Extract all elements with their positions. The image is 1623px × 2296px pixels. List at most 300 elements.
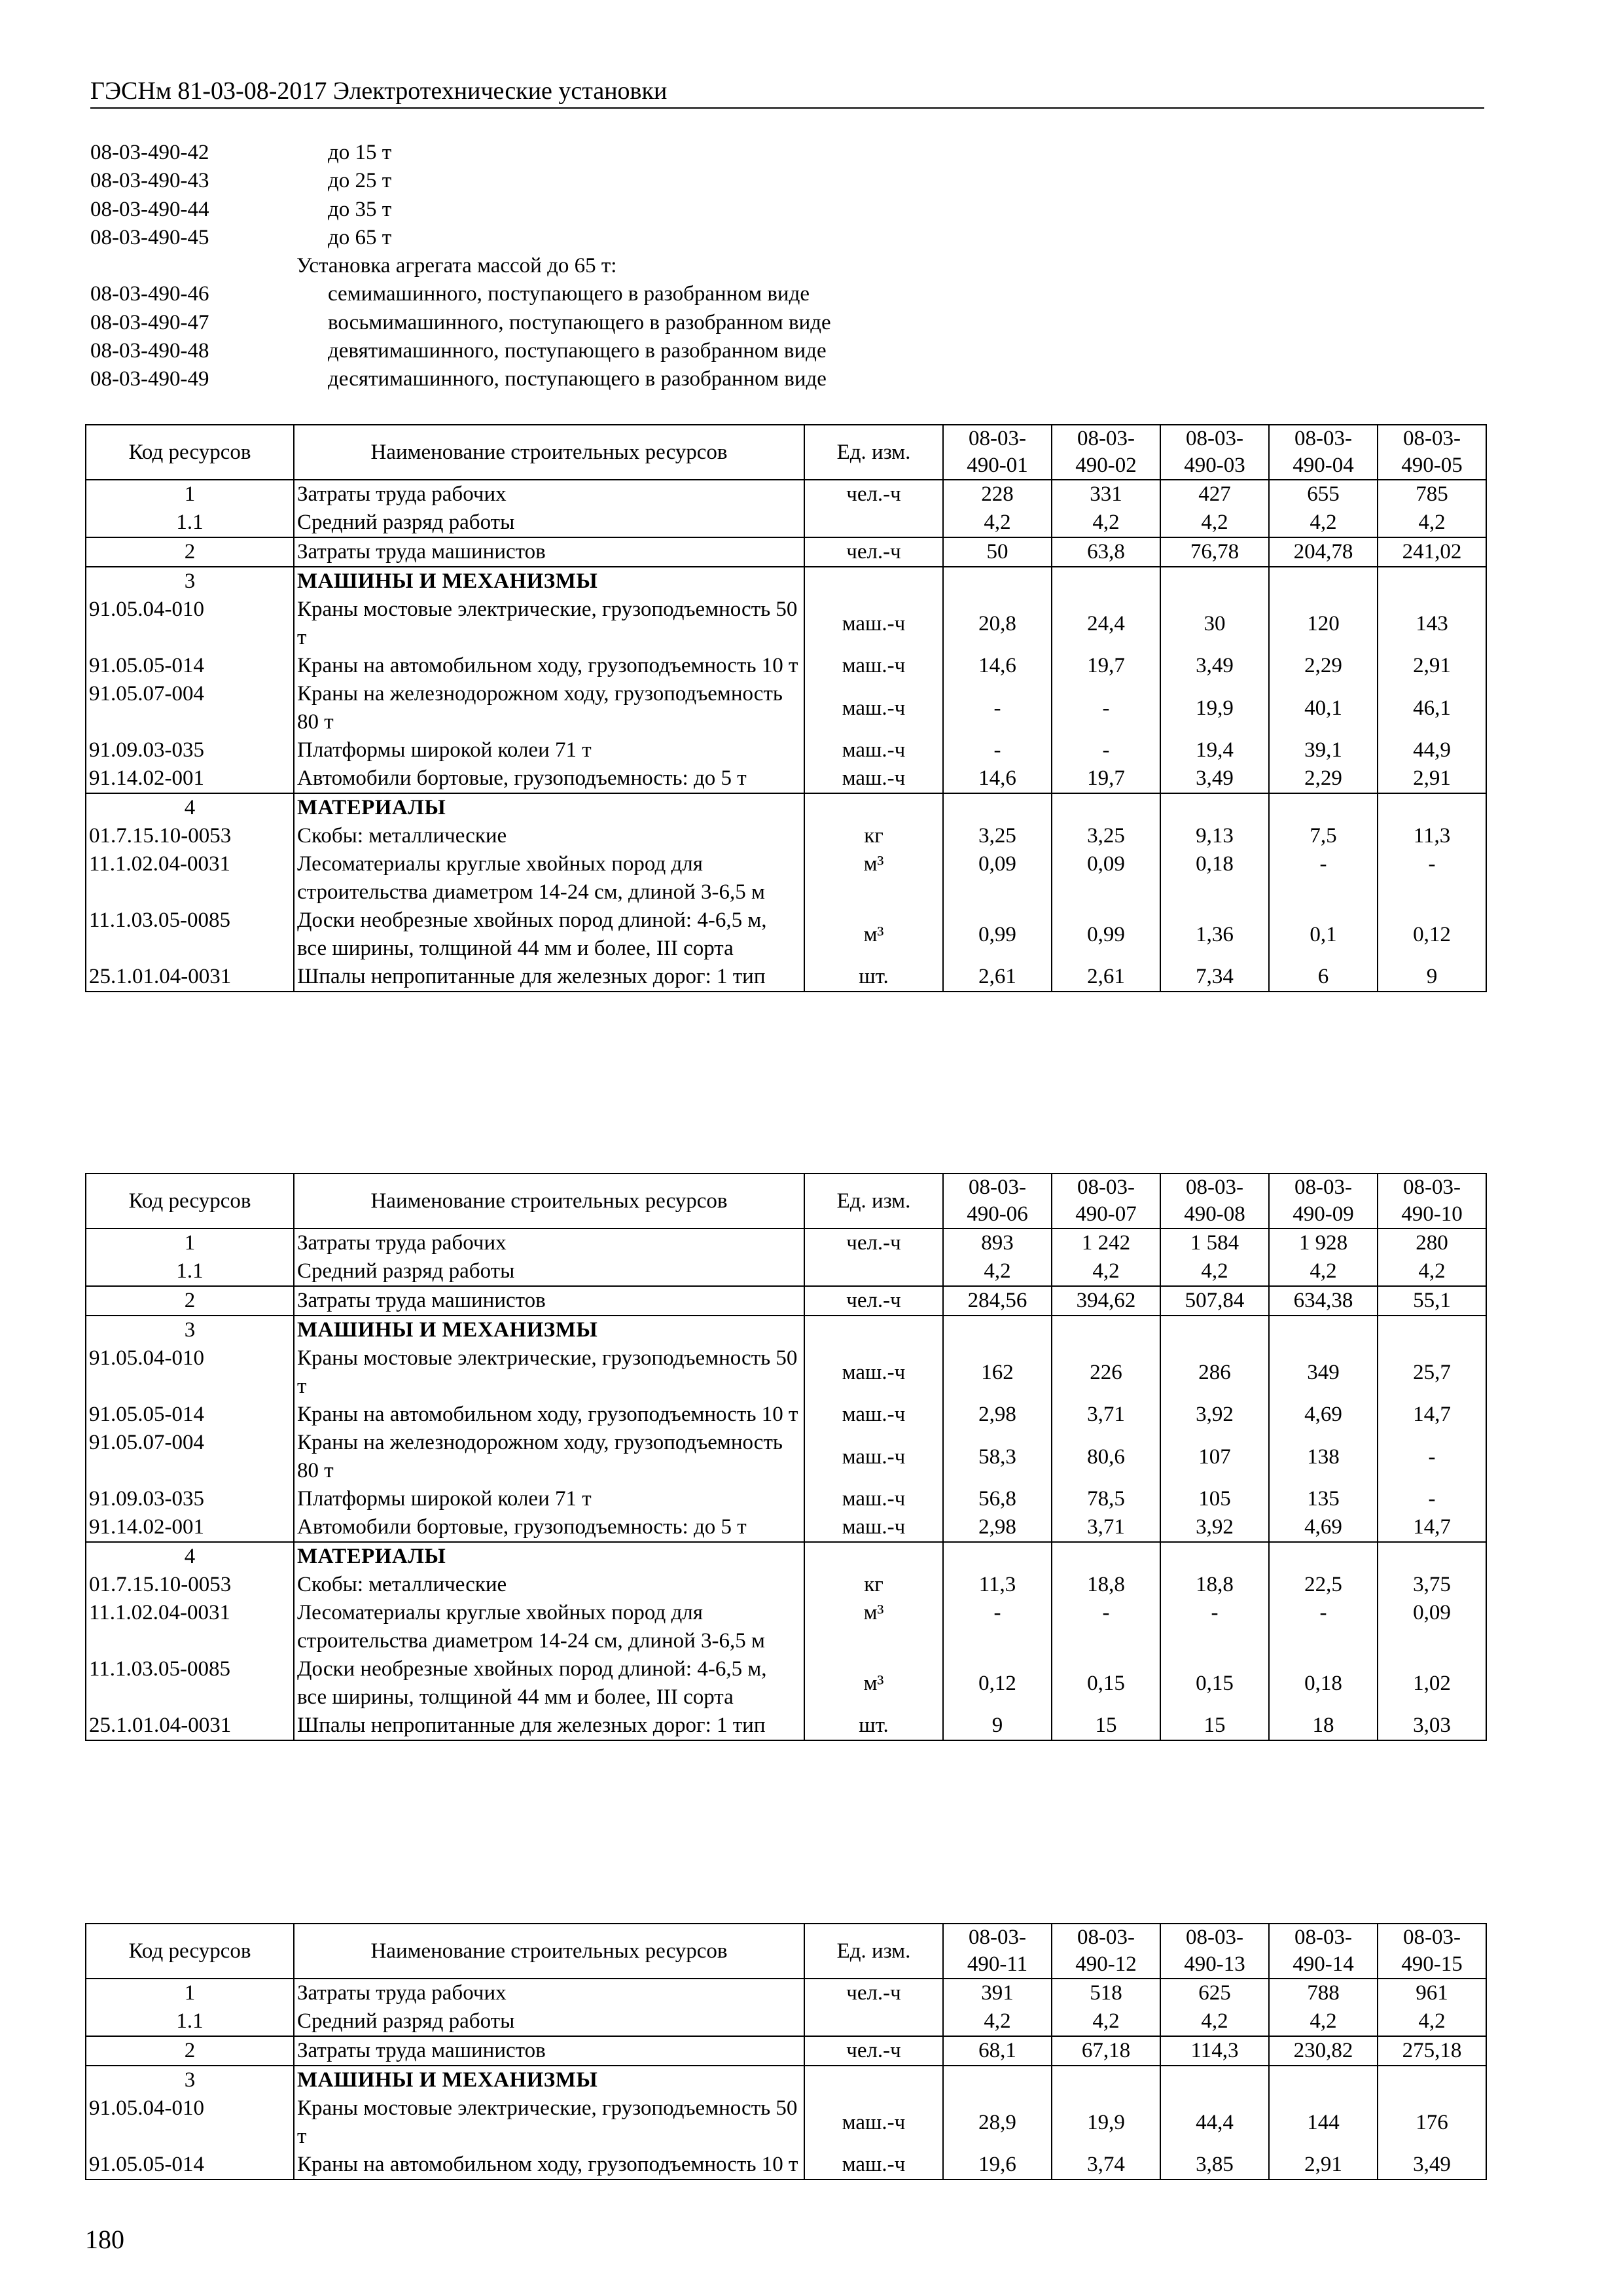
resource-value: 9,13 [1160,822,1269,850]
resource-value: 0,09 [943,850,1052,906]
table-row [86,793,1486,822]
resource-unit: чел.-ч [804,2036,943,2066]
resource-unit [804,2066,943,2094]
resource-code: 91.14.02-001 [86,764,294,793]
resource-value: 4,2 [1160,509,1269,537]
resource-value: 143 [1378,596,1486,652]
resource-unit: маш.-ч [804,652,943,680]
table-header-row [86,425,1486,480]
table-row [86,963,1486,992]
resource-code: 91.05.07-004 [86,680,294,736]
resource-unit: м³ [804,1655,943,1712]
resource-value: 4,2 [943,509,1052,537]
resource-value: 0,18 [1269,1655,1378,1712]
running-header: ГЭСНм 81-03-08-2017 Электротехнические установки [90,76,1484,109]
resource-name: Платформы широкой колеи 71 т [294,1485,804,1513]
resource-value: 19,9 [1052,2094,1160,2151]
resource-name: МАТЕРИАЛЫ [294,1542,804,1571]
resource-value: 4,69 [1269,1401,1378,1429]
resource-code: 3 [86,567,294,596]
code-list-item [90,196,1072,224]
resource-name: Краны на автомобильном ходу, грузоподъемность 10 т [294,2151,804,2179]
resource-value: 3,25 [1052,822,1160,850]
norm-code-line: 490-09 [1293,1202,1354,1226]
resource-value: 176 [1378,2094,1486,2151]
page-number: 180 [85,2225,124,2254]
table-row [86,1712,1486,1740]
code-list-description: Установка агрегата массой до 65 т: [296,254,617,278]
code-list-description: до 15 т [328,141,392,164]
resource-value: 39,1 [1269,736,1378,764]
resource-unit: кг [804,822,943,850]
norm-code-line: 490-06 [967,1202,1028,1226]
resource-value: 138 [1269,1429,1378,1485]
resource-value [1378,2066,1486,2094]
resource-unit: маш.-ч [804,736,943,764]
resource-value: - [1160,1599,1269,1655]
resource-value: 135 [1269,1485,1378,1513]
resource-code: 91.14.02-001 [86,1513,294,1542]
resource-code: 91.05.05-014 [86,1401,294,1429]
resource-value: 4,2 [1052,2007,1160,2036]
table-row [86,680,1486,736]
resource-value [1160,1542,1269,1571]
resource-value: 9 [1378,963,1486,992]
resource-name: МАТЕРИАЛЫ [294,793,804,822]
table-row [86,822,1486,850]
resource-value: 4,2 [943,2007,1052,2036]
table-header-row [86,1924,1486,1979]
norm-code-line: 08-03- [1403,1175,1461,1199]
resource-code: 11.1.02.04-0031 [86,1599,294,1655]
table-row [86,1286,1486,1316]
resource-value: 4,2 [1269,1257,1378,1286]
resource-unit: маш.-ч [804,764,943,793]
header-norm-code [1160,1174,1269,1229]
resource-value: - [1269,1599,1378,1655]
code-list-code: 08-03-490-44 [90,197,209,221]
code-list-code: 08-03-490-47 [90,310,209,334]
resource-name: Доски необрезные хвойных пород длиной: 4-6,5 м, все ширины, толщиной 44 мм и более, III сорта [294,906,804,963]
header-unit: Ед. изм. [804,1174,943,1229]
resource-name: Шпалы непропитанные для железных дорог: 1 тип [294,1712,804,1740]
code-list-item [90,252,1072,280]
norm-code-line: 08-03- [1186,427,1243,450]
norm-code-line: 490-07 [1075,1202,1137,1226]
resource-value [1269,2066,1378,2094]
resource-unit [804,793,943,822]
norm-code-line: 08-03- [969,1926,1026,1949]
resource-value: 2,98 [943,1401,1052,1429]
resource-value [1160,793,1269,822]
resource-value: 518 [1052,1979,1160,2007]
norm-code-line: 490-10 [1401,1202,1463,1226]
resource-value: 0,12 [1378,906,1486,963]
resource-code: 91.05.04-010 [86,2094,294,2151]
resource-code: 3 [86,2066,294,2094]
resource-unit: маш.-ч [804,2151,943,2179]
resource-code: 11.1.03.05-0085 [86,906,294,963]
resource-unit: чел.-ч [804,1979,943,2007]
code-list-code: 08-03-490-45 [90,225,209,249]
code-list-description: семимашинного, поступающего в разобранном виде [328,282,810,306]
resource-code: 91.09.03-035 [86,1485,294,1513]
resource-value [1052,1542,1160,1571]
resource-value: 2,29 [1269,652,1378,680]
norm-code-line: 490-02 [1075,454,1137,477]
resource-value: 0,15 [1052,1655,1160,1712]
resource-value: 4,2 [1052,509,1160,537]
table-row [86,1571,1486,1599]
norm-code-line: 08-03- [1186,1175,1243,1199]
table-row [86,1979,1486,2007]
code-list-item [90,167,1072,195]
resource-value: 0,99 [943,906,1052,963]
resource-name: Средний разряд работы [294,509,804,537]
resource-name: МАШИНЫ И МЕХАНИЗМЫ [294,567,804,596]
code-list [90,139,1072,394]
resource-value: 11,3 [1378,822,1486,850]
table-row [86,509,1486,537]
resource-value: 80,6 [1052,1429,1160,1485]
resource-value: 4,2 [1378,509,1486,537]
resource-unit: м³ [804,906,943,963]
norm-code-line: 490-11 [967,1952,1028,1976]
resource-value: 391 [943,1979,1052,2007]
resource-value [1378,567,1486,596]
resource-code: 11.1.03.05-0085 [86,1655,294,1712]
resource-value: 3,71 [1052,1513,1160,1542]
resource-name: МАШИНЫ И МЕХАНИЗМЫ [294,2066,804,2094]
resource-value: 162 [943,1344,1052,1401]
resource-name: Затраты труда машинистов [294,1286,804,1316]
table-row [86,480,1486,509]
resource-unit [804,1257,943,1286]
code-list-item [90,337,1072,365]
resource-value: 20,8 [943,596,1052,652]
resource-value: 15 [1160,1712,1269,1740]
resource-unit: маш.-ч [804,1513,943,1542]
resource-name: Затраты труда машинистов [294,537,804,567]
resource-name: МАШИНЫ И МЕХАНИЗМЫ [294,1316,804,1344]
norm-code-line: 490-14 [1293,1952,1354,1976]
resource-value: 14,6 [943,764,1052,793]
code-list-item [90,139,1072,167]
resource-value: 655 [1269,480,1378,509]
resource-value: 14,7 [1378,1513,1486,1542]
table-row [86,1655,1486,1712]
resource-value: - [943,736,1052,764]
resource-value: 3,49 [1160,764,1269,793]
resource-name: Краны на железнодорожном ходу, грузоподъемность 80 т [294,680,804,736]
resource-value: 30 [1160,596,1269,652]
resource-code: 91.05.04-010 [86,596,294,652]
resource-value: 2,61 [1052,963,1160,992]
resource-name: Скобы: металлические [294,822,804,850]
resource-value: 2,91 [1378,764,1486,793]
code-list-item [90,224,1072,252]
resource-code: 2 [86,537,294,567]
header-unit: Ед. изм. [804,1924,943,1979]
resource-value [1160,567,1269,596]
resource-code: 91.05.04-010 [86,1344,294,1401]
header-norm-code [1269,1924,1378,1979]
resource-value [1378,1542,1486,1571]
resource-value: 507,84 [1160,1286,1269,1316]
table-row [86,1429,1486,1485]
resource-name: Краны мостовые электрические, грузоподъемность 50 т [294,1344,804,1401]
norm-code-line: 490-08 [1184,1202,1245,1226]
resource-unit: маш.-ч [804,2094,943,2151]
resource-unit: маш.-ч [804,1429,943,1485]
table-row [86,1542,1486,1571]
resource-value: 230,82 [1269,2036,1378,2066]
resource-value: 4,2 [1269,509,1378,537]
resource-value [1052,2066,1160,2094]
resource-name: Затраты труда рабочих [294,1229,804,1257]
resource-value: 78,5 [1052,1485,1160,1513]
resource-unit: кг [804,1571,943,1599]
table-row [86,850,1486,906]
resource-value: 63,8 [1052,537,1160,567]
resource-name: Средний разряд работы [294,1257,804,1286]
header-norm-code [1378,425,1486,480]
resource-value: - [1269,850,1378,906]
resource-value: 76,78 [1160,537,1269,567]
norm-code-line: 490-03 [1184,454,1245,477]
resource-name: Краны на железнодорожном ходу, грузоподъемность 80 т [294,1429,804,1485]
norm-code-line: 08-03- [1077,427,1135,450]
table-row [86,2066,1486,2094]
resource-value: 9 [943,1712,1052,1740]
table-row [86,2007,1486,2036]
norm-code-line: 08-03- [1294,427,1352,450]
code-list-description: до 65 т [328,225,392,249]
resource-value: 3,74 [1052,2151,1160,2179]
resource-value: 0,18 [1160,850,1269,906]
header-code: Код ресурсов [86,1174,294,1229]
norm-code-line: 490-01 [967,454,1028,477]
resource-value: 4,2 [1378,2007,1486,2036]
resource-code: 2 [86,1286,294,1316]
resource-code: 25.1.01.04-0031 [86,963,294,992]
norm-code-line: 08-03- [1077,1175,1135,1199]
resource-code: 1 [86,1229,294,1257]
resource-value: 204,78 [1269,537,1378,567]
resource-value [1269,1316,1378,1344]
header-norm-code [1269,425,1378,480]
norm-code-line: 08-03- [1294,1926,1352,1949]
resource-value: 120 [1269,596,1378,652]
resource-value [1160,2066,1269,2094]
resource-code: 91.05.05-014 [86,652,294,680]
resource-name: Затраты труда машинистов [294,2036,804,2066]
resource-value: 625 [1160,1979,1269,2007]
resource-value: 14,6 [943,652,1052,680]
header-norm-code [1160,1924,1269,1979]
resource-value: 144 [1269,2094,1378,2151]
resource-code: 1 [86,480,294,509]
header-norm-code [1378,1924,1486,1979]
resource-value [1052,793,1160,822]
resource-code: 1.1 [86,1257,294,1286]
header-norm-code [1052,425,1160,480]
norm-code-line: 08-03- [1403,1926,1461,1949]
resource-name: Затраты труда рабочих [294,1979,804,2007]
resource-value: 331 [1052,480,1160,509]
resource-name: Средний разряд работы [294,2007,804,2036]
header-norm-code [1052,1924,1160,1979]
resource-value: 0,15 [1160,1655,1269,1712]
resource-value: 226 [1052,1344,1160,1401]
resource-unit: чел.-ч [804,480,943,509]
resource-value: 893 [943,1229,1052,1257]
resource-value: 4,2 [943,1257,1052,1286]
table-row [86,537,1486,567]
table-row [86,2036,1486,2066]
resource-value: 3,71 [1052,1401,1160,1429]
resource-value: - [1378,1485,1486,1513]
code-list-description: девятимашинного, поступающего в разобранном виде [328,339,827,363]
resource-name: Лесоматериалы круглые хвойных пород для строительства диаметром 14-24 см, длиной 3-6,5 м [294,1599,804,1655]
resource-value: 2,91 [1378,652,1486,680]
resource-value: 44,4 [1160,2094,1269,2151]
table-row [86,1401,1486,1429]
resource-name: Затраты труда рабочих [294,480,804,509]
resource-code: 91.05.07-004 [86,1429,294,1485]
resource-name: Автомобили бортовые, грузоподъемность: до 5 т [294,1513,804,1542]
resource-unit [804,1316,943,1344]
resource-value: 58,3 [943,1429,1052,1485]
resource-code: 1.1 [86,2007,294,2036]
resource-value [1269,1542,1378,1571]
resource-unit: шт. [804,963,943,992]
resource-value: 394,62 [1052,1286,1160,1316]
header-unit: Ед. изм. [804,425,943,480]
resource-value: 25,7 [1378,1344,1486,1401]
resource-unit: чел.-ч [804,1286,943,1316]
resource-value: 6 [1269,963,1378,992]
resource-name: Краны на автомобильном ходу, грузоподъемность 10 т [294,652,804,680]
resource-value: 4,2 [1160,2007,1269,2036]
norm-code-line: 490-13 [1184,1952,1245,1976]
table-row [86,2151,1486,2179]
resource-name: Платформы широкой колеи 71 т [294,736,804,764]
resource-value: 18,8 [1052,1571,1160,1599]
resource-value: 241,02 [1378,537,1486,567]
header-name: Наименование строительных ресурсов [294,425,804,480]
resource-value [943,2066,1052,2094]
resource-value [943,793,1052,822]
resource-value: 0,1 [1269,906,1378,963]
resource-value: 788 [1269,1979,1378,2007]
resource-table-1 [85,424,1487,992]
resource-value: 3,03 [1378,1712,1486,1740]
norm-code-line: 490-12 [1075,1952,1137,1976]
resource-value: 114,3 [1160,2036,1269,2066]
resource-value: 3,49 [1160,652,1269,680]
table-row [86,596,1486,652]
resource-value: 284,56 [943,1286,1052,1316]
resource-unit: маш.-ч [804,596,943,652]
resource-value: 280 [1378,1229,1486,1257]
resource-table-2 [85,1173,1487,1741]
resource-code: 01.7.15.10-0053 [86,822,294,850]
code-list-code: 08-03-490-49 [90,367,209,391]
table-row [86,1599,1486,1655]
code-list-code: 08-03-490-46 [90,282,209,306]
resource-value: 785 [1378,480,1486,509]
resource-value: 24,4 [1052,596,1160,652]
header-name: Наименование строительных ресурсов [294,1924,804,1979]
resource-value: 3,75 [1378,1571,1486,1599]
resource-name: Шпалы непропитанные для железных дорог: 1 тип [294,963,804,992]
resource-code: 4 [86,793,294,822]
code-list-description: восьмимашинного, поступающего в разобранном виде [328,310,831,334]
resource-value: 50 [943,537,1052,567]
resource-value: 3,25 [943,822,1052,850]
resource-name: Краны на автомобильном ходу, грузоподъемность 10 т [294,1401,804,1429]
resource-value: 634,38 [1269,1286,1378,1316]
table-row [86,1513,1486,1542]
resource-value: 3,92 [1160,1401,1269,1429]
code-list-item [90,280,1072,308]
resource-unit [804,1542,943,1571]
resource-value: 19,7 [1052,764,1160,793]
resource-value: 4,69 [1269,1513,1378,1542]
header-code: Код ресурсов [86,1924,294,1979]
resource-value: 19,7 [1052,652,1160,680]
resource-unit: чел.-ч [804,537,943,567]
resource-unit: маш.-ч [804,1344,943,1401]
resource-value: 19,4 [1160,736,1269,764]
table-row [86,567,1486,596]
code-list-code: 08-03-490-43 [90,169,209,193]
resource-value [1269,793,1378,822]
resource-value: 46,1 [1378,680,1486,736]
resource-value: 275,18 [1378,2036,1486,2066]
resource-value [1052,1316,1160,1344]
resource-value [943,1542,1052,1571]
resource-value: 56,8 [943,1485,1052,1513]
table-row [86,906,1486,963]
resource-value: - [943,1599,1052,1655]
table-row [86,1316,1486,1344]
resource-value: 67,18 [1052,2036,1160,2066]
resource-value [1269,567,1378,596]
resource-code: 1.1 [86,509,294,537]
resource-value: 3,92 [1160,1513,1269,1542]
norm-code-line: 08-03- [1403,427,1461,450]
resource-code: 3 [86,1316,294,1344]
resource-value [1052,567,1160,596]
resource-value [1378,1316,1486,1344]
resource-value [943,567,1052,596]
resource-value: 0,09 [1378,1599,1486,1655]
resource-unit: м³ [804,1599,943,1655]
resource-code: 1 [86,1979,294,2007]
resource-value: 18 [1269,1712,1378,1740]
table-row [86,1257,1486,1286]
resource-value: 228 [943,480,1052,509]
resource-value: - [1052,736,1160,764]
header-norm-code [1052,1174,1160,1229]
resource-value: 1,36 [1160,906,1269,963]
resource-unit [804,509,943,537]
resource-value: 4,2 [1269,2007,1378,2036]
norm-code-line: 490-04 [1293,454,1354,477]
resource-value: 4,2 [1052,1257,1160,1286]
